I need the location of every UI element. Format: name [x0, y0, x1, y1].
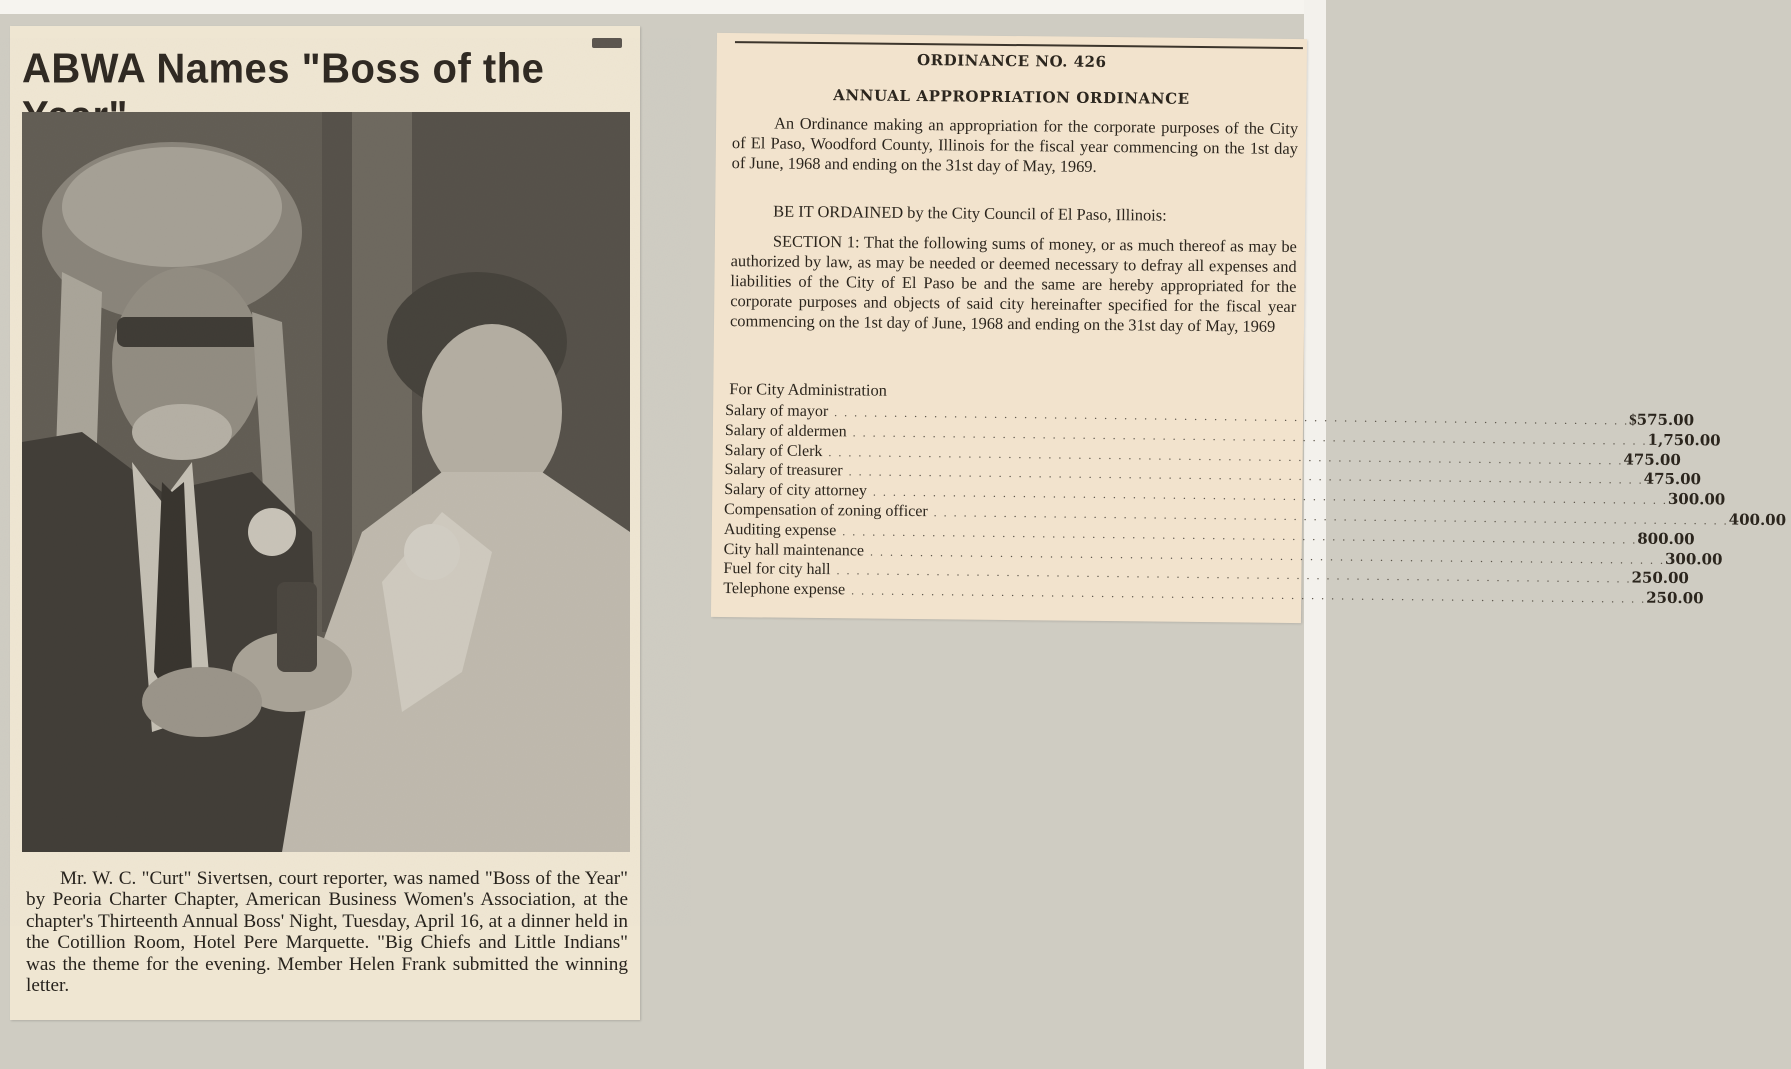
budget-item-label: Salary of city attorney [724, 481, 867, 500]
budget-item-label: Salary of mayor [725, 402, 829, 421]
budget-item-amount: 475.00 [1623, 450, 1681, 469]
budget-item-label: Salary of Clerk [724, 441, 823, 460]
dot-leader: . . . . . . . . . . . . . . . . . . . . . . . . . . . . . . . . . . . . . . . . . . . . . . . . . . . . . . . . . . . . . . . . . . . . . . . . . . . . . . . . [851, 583, 1647, 606]
budget-item-amount: 475.00 [1643, 470, 1702, 489]
dot-leader: . . . . . . . . . . . . . . . . . . . . . . . . . . . . . . . . . . . . . . . . . . . . . . . . . . . . . . . . . . . . . . . . . . . . . . . . . . . . . . . . [852, 425, 1648, 448]
dot-leader: . . . . . . . . . . . . . . . . . . . . . . . . . . . . . . . . . . . . . . . . . . . . . . . . . . . . . . . . . . . . . . . . . . . . . . . . . . . . . . . . [848, 464, 1644, 488]
budget-item-label: Auditing expense [723, 520, 837, 539]
top-rule [735, 41, 1303, 49]
budget-item-label: Fuel for city hall [723, 560, 831, 579]
budget-item-amount: 1,750.00 [1647, 430, 1721, 450]
dot-leader: . . . . . . . . . . . . . . . . . . . . . . . . . . . . . . . . . . . . . . . . . . . . . . . . . . . . . . . . . . . . . . . . . . . . . . . . . . . . . . . . [933, 505, 1729, 528]
currency-symbol: $ [1629, 412, 1637, 429]
budget-item-label: Salary of aldermen [724, 421, 847, 441]
budget-item-label: City hall maintenance [723, 540, 865, 560]
budget-item-amount: 300.00 [1664, 549, 1723, 569]
ordinance-paragraph-intro: An Ordinance making an appropriation for the corporate purposes of the City of El Paso, Woodford County, Illinois for the fiscal year commencing on the 1st day of June, 1968 and ending on the 31st day of May, 1969. [731, 113, 1299, 176]
ordinance-title: ANNUAL APPROPRIATION ORDINANCE [833, 86, 1190, 108]
budget-item-label: Salary of treasurer [724, 461, 843, 480]
budget-item-amount: 800.00 [1637, 529, 1695, 548]
dot-leader: . . . . . . . . . . . . . . . . . . . . . . . . . . . . . . . . . . . . . . . . . . . . . . . . . . . . . . . . . . . . . . . . . . . . . . . . . . . . . . . . [834, 405, 1630, 428]
ordinance-paragraph-section-1: SECTION 1: That the following sums of money, or as much thereof as may be authorized by law, as may be needed or deemed necessary to defray all expenses and liabilities of the City of El Paso be and the same are hereby appropriated for the corporate purposes and objects of said city hereinafter specified for the fiscal year commencing on the 1st day of June, 1968 and ending on the 31st day of May, 1969 [729, 231, 1297, 336]
ordinance-clipping [711, 33, 1787, 623]
budget-item-amount: 250.00 [1646, 588, 1704, 608]
budget-item-amount: 300.00 [1667, 490, 1726, 509]
scrapbook-page-edge-top [0, 0, 1326, 14]
photo-caption: Mr. W. C. "Curt" Sivertsen, court reporter, was named "Boss of the Year" by Peoria Charter Chapter, American Business Women's Association, at the chapter's Thirteenth Annual Boss' Night, Tuesday, April 16, at a dinner held in the Cotillion Room, Hotel Pere Marquette. "Big Chiefs and Little Indians" was the theme for the evening. Member Helen Frank submitted the winning letter. [26, 868, 628, 997]
ordinance-paragraph-ordained: BE IT ORDAINED by the City Council of El Paso, Illinois: [773, 201, 1167, 225]
dot-leader: . . . . . . . . . . . . . . . . . . . . . . . . . . . . . . . . . . . . . . . . . . . . . . . . . . . . . . . . . . . . . . . . . . . . . . . . . . . . . . . . [828, 444, 1624, 468]
budget-list [723, 401, 1787, 608]
ordinance-number: ORDINANCE NO. 426 [917, 51, 1107, 72]
budget-item-amount: 250.00 [1631, 568, 1690, 588]
budget-item-amount: 400.00 [1728, 510, 1787, 530]
budget-item-label: Telephone expense [723, 580, 846, 599]
news-photo [22, 112, 630, 852]
clipping-headline: ABWA Names "Boss of the [22, 45, 545, 92]
photo-illustration [22, 112, 630, 852]
dot-leader: . . . . . . . . . . . . . . . . . . . . . . . . . . . . . . . . . . . . . . . . . . . . . . . . . . . . . . . . . . . . . . . . . . . . . . . . . . . . . . . . [869, 544, 1666, 567]
budget-heading: For City Administration [729, 379, 887, 400]
budget-item-amount: 575.00 [1636, 410, 1695, 430]
dot-leader: . . . . . . . . . . . . . . . . . . . . . . . . . . . . . . . . . . . . . . . . . . . . . . . . . . . . . . . . . . . . . . . . . . . . . . . . . . . . . . . . [872, 484, 1668, 508]
dot-leader: . . . . . . . . . . . . . . . . . . . . . . . . . . . . . . . . . . . . . . . . . . . . . . . . . . . . . . . . . . . . . . . . . . . . . . . . . . . . . . . . [836, 563, 1632, 586]
budget-item-label: Compensation of zoning officer [723, 501, 928, 521]
dot-leader: . . . . . . . . . . . . . . . . . . . . . . . . . . . . . . . . . . . . . . . . . . . . . . . . . . . . . . . . . . . . . . . . . . . . . . . . . . . . . . . . [842, 524, 1638, 547]
newspaper-clipping-boss-of-year [10, 26, 640, 1020]
